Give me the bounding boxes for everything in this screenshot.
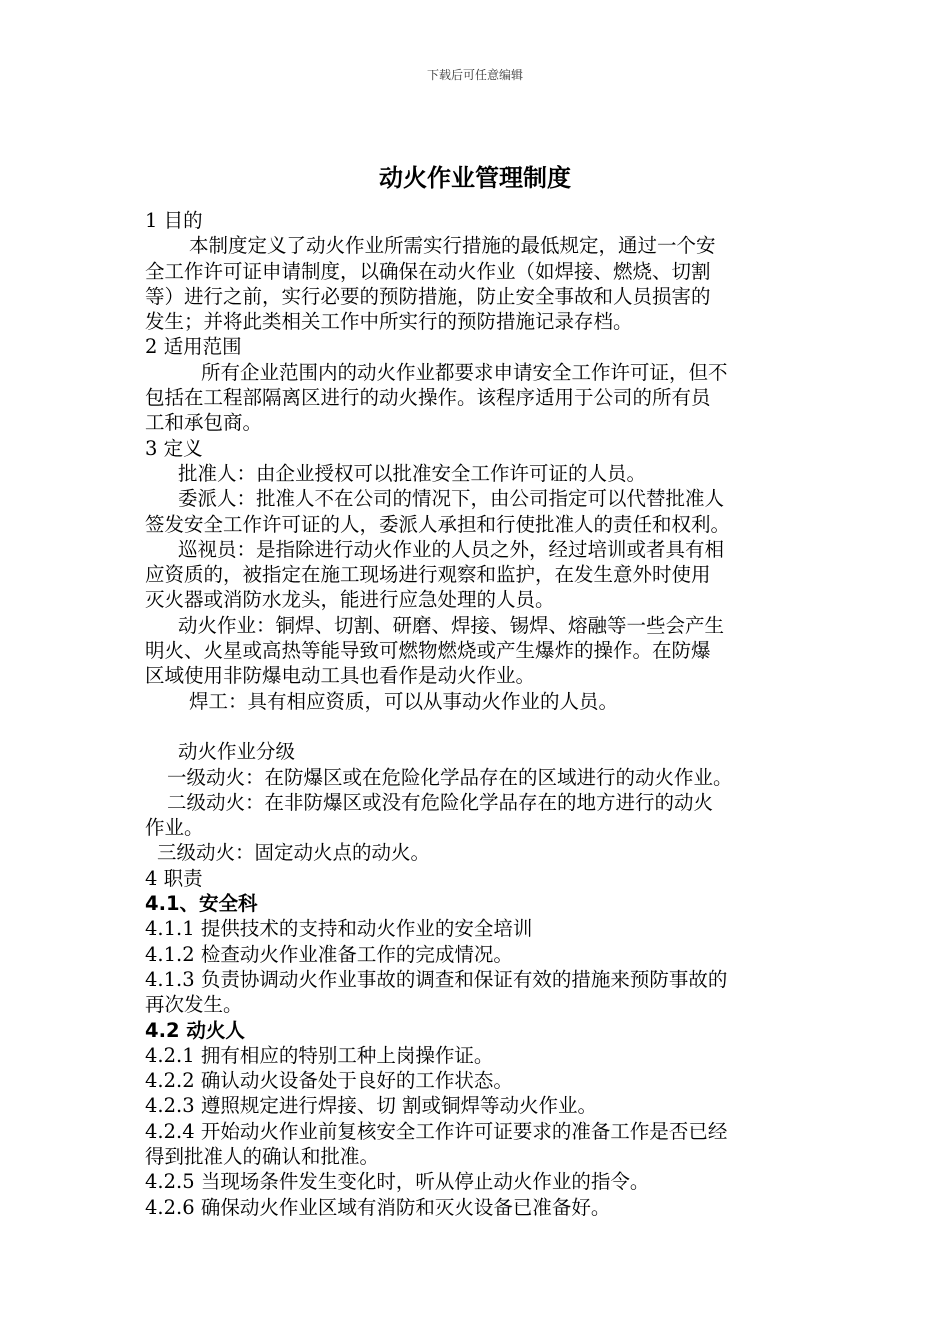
text-line: 4.1.2 检查动火作业准备工作的完成情况。 <box>145 942 513 966</box>
text-line: 包括在工程部隔离区进行的动火操作。该程序适用于公司的所有员 <box>145 386 711 410</box>
document-body <box>145 208 810 1220</box>
text-line: 二级动火：在非防爆区或没有危险化学品存在的地方进行的动火 <box>167 790 714 814</box>
blank-line <box>145 714 810 739</box>
text-line: 全工作许可证申请制度，以确保在动火作业（如焊接、燃烧、切割 <box>145 259 711 283</box>
text-line: 作业。 <box>145 816 204 840</box>
text-line: 4.1.3 负责协调动火作业事故的调查和保证有效的措施来预防事故的 <box>145 967 728 991</box>
text-line: 明火、火星或高热等能导致可燃物燃烧或产生爆炸的操作。在防爆 <box>145 639 711 663</box>
section-heading: 4.2 动火人 <box>145 1018 245 1042</box>
text-line: 2 适用范围 <box>145 335 242 359</box>
text-line: 4.2.6 确保动火作业区域有消防和灭火设备已准备好。 <box>145 1195 611 1219</box>
text-line: 4.2.4 开始动火作业前复核安全工作许可证要求的准备工作是否已经 <box>145 1119 728 1143</box>
text-line: 批准人：由企业授权可以批准安全工作许可证的人员。 <box>178 461 647 485</box>
text-line: 发生；并将此类相关工作中所实行的预防措施记录存档。 <box>145 310 633 334</box>
text-line: 4.2.5 当现场条件发生变化时，听从停止动火作业的指令。 <box>145 1170 650 1194</box>
text-line: 4.2.1 拥有相应的特别工种上岗操作证。 <box>145 1043 494 1067</box>
section-heading: 4.1、安全科 <box>145 892 258 916</box>
text-line: 4.1.1 提供技术的支持和动火作业的安全培训 <box>145 917 533 941</box>
text-line: 三级动火：固定动火点的动火。 <box>157 841 431 865</box>
text-line: 3 定义 <box>145 436 203 460</box>
text-line: 焊工：具有相应资质，可以从事动火作业的人员。 <box>189 689 619 713</box>
text-line: 巡视员：是指除进行动火作业的人员之外，经过培训或者具有相 <box>178 537 725 561</box>
text-line: 再次发生。 <box>145 993 243 1017</box>
text-line: 1 目的 <box>145 209 203 232</box>
text-line: 区域使用非防爆电动工具也看作是动火作业。 <box>145 664 536 688</box>
text-line: 等）进行之前，实行必要的预防措施，防止安全事故和人员损害的 <box>145 284 711 308</box>
text-line: 应资质的，被指定在施工现场进行观察和监护，在发生意外时使用 <box>145 563 711 587</box>
text-line: 动火作业分级 <box>178 740 296 764</box>
text-line: 本制度定义了动火作业所需实行措施的最低规定，通过一个安 <box>189 234 716 258</box>
header-note: 下载后可任意编辑 <box>426 68 523 82</box>
text-line: 4.2.3 遵照规定进行焊接、切 割或铜焊等动火作业。 <box>145 1094 598 1118</box>
text-line: 得到批准人的确认和批准。 <box>145 1144 380 1168</box>
text-line: 签发安全工作许可证的人，委派人承担和行使批准人的责任和权利。 <box>145 512 731 536</box>
text-line: 4.2.2 确认动火设备处于良好的工作状态。 <box>145 1069 513 1093</box>
text-line: 委派人：批准人不在公司的情况下，由公司指定可以代替批准人 <box>178 487 725 511</box>
document-title: 动火作业管理制度 <box>379 164 571 192</box>
text-line: 所有企业范围内的动火作业都要求申请安全工作许可证，但不 <box>201 360 728 384</box>
text-line: 灭火器或消防水龙头，能进行应急处理的人员。 <box>145 588 555 612</box>
text-line: 动火作业：铜焊、切割、研磨、焊接、锡焊、熔融等一些会产生 <box>178 613 725 637</box>
text-line: 4 职责 <box>145 866 203 890</box>
text-line: 一级动火：在防爆区或在危险化学品存在的区域进行的动火作业。 <box>167 765 733 789</box>
text-line: 工和承包商。 <box>145 411 263 435</box>
